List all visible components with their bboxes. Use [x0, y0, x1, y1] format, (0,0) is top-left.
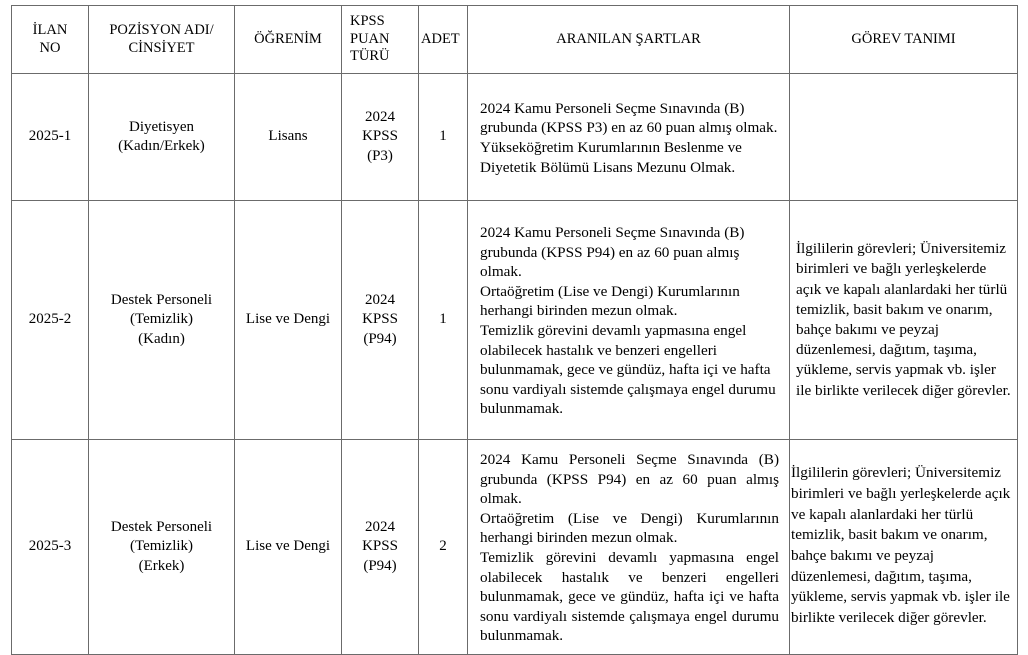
cell-ilan-no-value: 2025-3 — [28, 538, 72, 555]
column-header-line: PUAN — [350, 30, 390, 47]
column-header-line: ADET — [421, 30, 460, 47]
cell-kpss-puan-line: KPSS — [362, 128, 398, 145]
sartlar-paragraph: 2024 Kamu Personeli Seçme Sınavında (B) grubunda (KPSS P3) en az 60 puan almış olmak. — [480, 99, 778, 137]
gorev-paragraph: İlgililerin görevleri; Üniversitemiz birimleri ve bağlı yerleşkelerde açık ve kapalı alanlardaki her türlü temizlik, basit bakım ve onarım, bahçe bakımı ve peyzaj düzenlemesi, dağıtım, taşıma, yükleme, servis yapmak vb. işler ile birlikte verilecek diğer görevler. — [791, 464, 1011, 627]
cell-adet-value: 1 — [439, 128, 447, 145]
table-header-row — [12, 6, 1018, 74]
cell-ilan-no-value: 2025-1 — [28, 128, 72, 145]
column-header-line: ARANILAN ŞARTLAR — [556, 30, 701, 47]
sartlar-paragraph: Temizlik görevini devamlı yapmasına engel olabilecek hastalık ve benzeri engelleri bulunmamak, gece ve gündüz, hafta içi ve hafta sonu vardiyalı sistemde çalışmaya engel durumu bulunmamak. — [480, 322, 776, 418]
column-header-line: KPSS — [350, 12, 385, 29]
column-header-line: GÖREV TANIMI — [851, 30, 956, 47]
sartlar-paragraph: Yükseköğretim Kurumlarının Beslenme ve Diyetetik Bölümü Lisans Mezunu Olmak. — [480, 139, 742, 176]
cell-adet-value: 1 — [439, 311, 447, 328]
cell-pozisyon-line: (Kadın) — [138, 330, 185, 347]
cell-ilan-no-value: 2025-2 — [28, 311, 72, 328]
cell-pozisyon-line: (Temizlik) — [129, 311, 194, 328]
cell-aranilan-sartlar — [468, 201, 790, 440]
cell-kpss-puan — [342, 74, 419, 201]
cell-pozisyon-line: Destek Personeli — [110, 518, 213, 535]
cell-kpss-puan-line: 2024 — [365, 108, 395, 125]
table-header — [12, 6, 1018, 74]
column-header-line: NO — [39, 39, 61, 56]
cell-kpss-puan-line: KPSS — [362, 538, 398, 555]
sartlar-paragraph: 2024 Kamu Personeli Seçme Sınavında (B) grubunda (KPSS P94) en az 60 puan almış olmak. — [480, 224, 745, 281]
cell-kpss-puan-line: 2024 — [365, 291, 395, 308]
cell-pozisyon — [89, 440, 235, 655]
column-header-line: ÖĞRENİM — [254, 30, 322, 47]
cell-kpss-puan-line: (P94) — [363, 557, 397, 574]
cell-ilan-no — [12, 74, 89, 201]
column-header-kpss-puan-turu — [342, 6, 419, 74]
cell-pozisyon-line: (Temizlik) — [129, 538, 194, 555]
cell-gorev-tanimi — [790, 74, 1018, 201]
cell-kpss-puan-line: 2024 — [365, 518, 395, 535]
cell-pozisyon — [89, 201, 235, 440]
column-header-ogrenim — [235, 6, 342, 74]
cell-ogrenim-line: Lise ve Dengi — [245, 311, 331, 328]
column-header-aranilan-sartlar — [468, 6, 790, 74]
sartlar-paragraph: Ortaöğretim (Lise ve Dengi) Kurumlarının herhangi birinden mezun olmak. — [480, 282, 740, 320]
cell-adet-value: 2 — [439, 538, 447, 555]
sartlar-paragraph: Temizlik görevini devamlı yapmasına engel olabilecek hastalık ve benzeri engelleri bulunmamak, gece ve gündüz, hafta içi ve hafta sonu vardiyalı sistemde çalışmaya engel durumu bulunmamak. — [480, 549, 779, 645]
cell-ilan-no — [12, 440, 89, 655]
cell-pozisyon-line: (Erkek) — [138, 557, 185, 574]
sartlar-paragraph: 2024 Kamu Personeli Seçme Sınavında (B) grubunda (KPSS P94) en az 60 puan almış olmak. — [480, 451, 779, 508]
cell-pozisyon-line: (Kadın/Erkek) — [118, 138, 205, 154]
cell-kpss-puan-line: KPSS — [362, 311, 398, 328]
cell-pozisyon-line: Diyetisyen — [129, 118, 194, 135]
column-header-line: CİNSİYET — [128, 39, 195, 56]
job-postings-table — [11, 5, 1018, 655]
table-row — [12, 201, 1018, 440]
cell-kpss-puan — [342, 201, 419, 440]
table-body — [12, 74, 1018, 655]
sartlar-paragraph: Ortaöğretim (Lise ve Dengi) Kurumlarının herhangi birinden mezun olmak. — [480, 509, 779, 547]
cell-ogrenim — [235, 74, 342, 201]
column-header-adet — [419, 6, 468, 74]
column-header-line: İLAN — [32, 21, 68, 38]
cell-aranilan-sartlar — [468, 74, 790, 201]
cell-ogrenim — [235, 440, 342, 655]
cell-ogrenim-line: Lisans — [268, 128, 308, 145]
column-header-line: POZİSYON ADI/ — [109, 21, 214, 38]
column-header-pozisyon — [89, 6, 235, 74]
cell-pozisyon — [89, 74, 235, 201]
cell-gorev-tanimi — [790, 440, 1018, 655]
cell-kpss-puan — [342, 440, 419, 655]
table-row — [12, 440, 1018, 655]
cell-kpss-puan-line: (P3) — [367, 147, 393, 164]
cell-adet — [419, 440, 468, 655]
column-header-ilan-no — [12, 6, 89, 74]
table-row — [12, 74, 1018, 201]
column-header-gorev-tanimi — [790, 6, 1018, 74]
cell-ilan-no — [12, 201, 89, 440]
cell-kpss-puan-line: (P94) — [363, 330, 397, 347]
cell-gorev-tanimi — [790, 201, 1018, 440]
cell-adet — [419, 74, 468, 201]
cell-ogrenim-line: Lise ve Dengi — [245, 538, 331, 555]
cell-ogrenim — [235, 201, 342, 440]
gorev-paragraph: İlgililerin görevleri; Üniversitemiz birimleri ve bağlı yerleşkelerde açık ve kapalı alanlardaki her türlü temizlik, basit bakım ve onarım, bahçe bakımı ve peyzaj düzenlemesi, dağıtım, taşıma, yükleme, servis yapmak vb. işler ile birlikte verilecek diğer görevler. — [796, 240, 1011, 399]
cell-aranilan-sartlar — [468, 440, 790, 655]
column-header-line: TÜRÜ — [350, 48, 390, 65]
cell-pozisyon-line: Destek Personeli — [110, 291, 213, 308]
cell-adet — [419, 201, 468, 440]
